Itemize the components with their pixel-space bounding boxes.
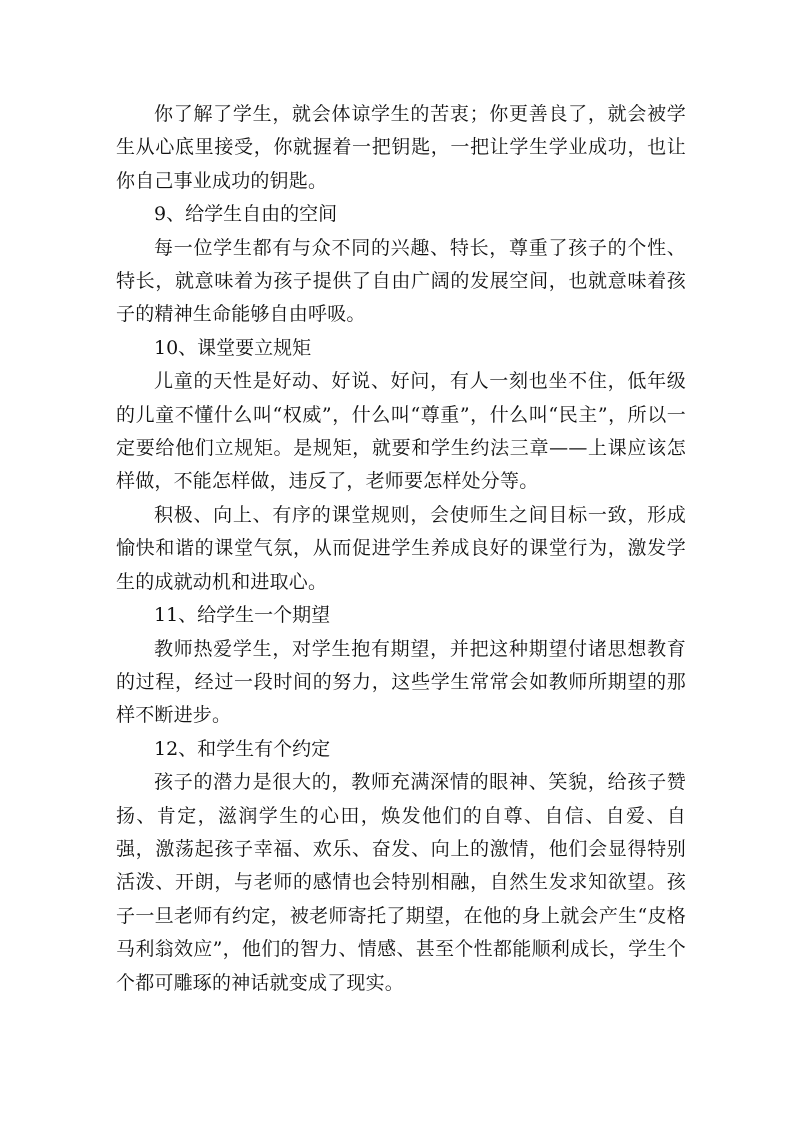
section-heading-9: 9、给学生自由的空间 [154,203,338,226]
paragraph-understanding-students: 你了解了学生，就会体谅学生的苦衷；你更善良了，就会被学生从心底里接受，你就握着一把钥匙，一把让学生学业成功，也让你自己事业成功的钥匙。 [116,103,686,192]
section-heading-12: 12、和学生有个约定 [154,737,331,760]
paragraph-expectation: 教师热爱学生，对学生抱有期望，并把这种期望付诸思想教育的过程，经过一段时间的努力，这些学生常常会如教师所期望的那样不断进步。 [116,637,686,727]
paragraph-classroom-rules: 儿童的天性是好动、好说、好问，有人一刻也坐不住，低年级的儿童不懂什么叫“权威”，什么叫“尊重”，什么叫“民主”，所以一定要给他们立规矩。是规矩，就要和学生约法三章——上课应该怎样做，不能怎样做，违反了，老师要怎样处分等。 [116,370,686,493]
document-body [116,98,686,1000]
paragraph-agreement: 孩子的潜力是很大的，教师充满深情的眼神、笑貌，给孩子赞扬、肯定，滋润学生的心田，焕发他们的自尊、自信、自爱、自强，激荡起孩子幸福、欢乐、奋发、向上的激情，他们会显得特别活泼、开朗，与老师的感情也会特别相融，自然生发求知欲望。孩子一旦老师有约定，被老师寄托了期望，在他的身上就会产生“皮格马利翁效应”，他们的智力、情感、甚至个性都能顺利成长，学生个个都可雕琢的神话就变成了现实。 [116,771,686,994]
paragraph-freedom-space: 每一位学生都有与众不同的兴趣、特长，尊重了孩子的个性、特长，就意味着为孩子提供了自由广阔的发展空间，也就意味着孩子的精神生命能够自由呼吸。 [116,236,686,326]
paragraph-rules-benefit: 积极、向上、有序的课堂规则，会使师生之间目标一致，形成愉快和谐的课堂气氛，从而促进学生养成良好的课堂行为，激发学生的成就动机和进取心。 [116,503,686,593]
section-heading-10: 10、课堂要立规矩 [154,336,312,359]
section-heading-11: 11、给学生一个期望 [154,604,331,627]
